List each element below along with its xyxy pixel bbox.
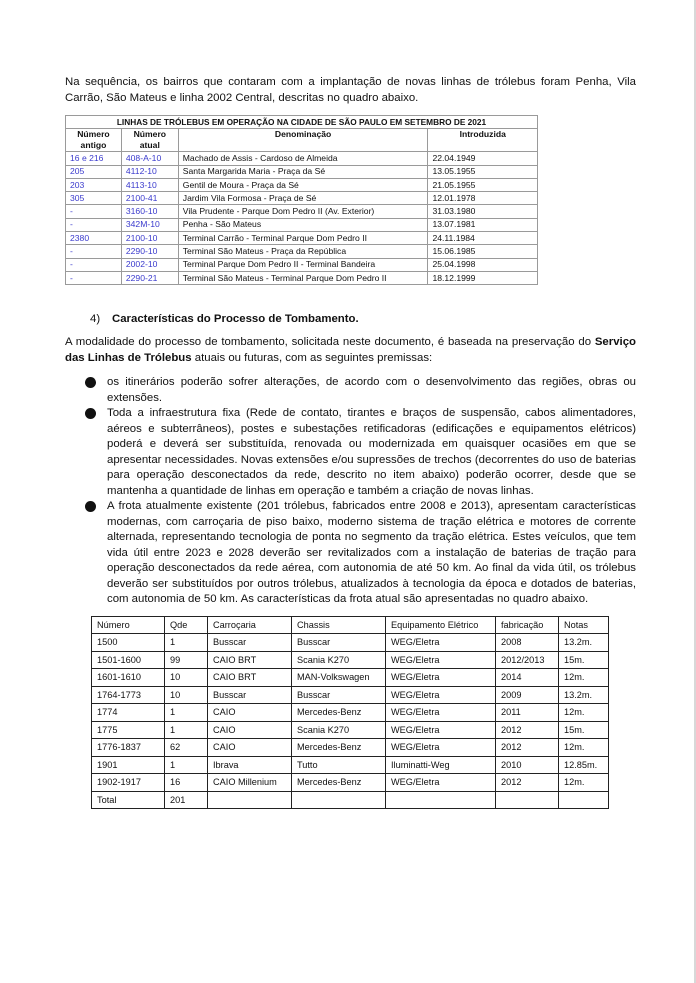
introduced-cell: 13.07.1981	[428, 218, 538, 231]
table-row	[66, 232, 538, 245]
fleet-cell: Scania K270	[292, 651, 386, 669]
fleet-cell: Iluminatti-Weg	[386, 756, 496, 774]
fleet-cell: 1	[165, 756, 208, 774]
table-row	[92, 651, 609, 669]
fleet-cell: 1764-1773	[92, 686, 165, 704]
list-item	[65, 375, 636, 406]
name-cell: Penha - São Mateus	[178, 218, 428, 231]
modalidade-paragraph	[65, 334, 636, 366]
fleet-cell: Busscar	[292, 634, 386, 652]
table-row	[92, 756, 609, 774]
current-number-cell: 4113-10	[121, 178, 178, 191]
fleet-cell: 12m.	[559, 704, 609, 722]
fleet-cell: WEG/Eletra	[386, 669, 496, 687]
fleet-cell: Tutto	[292, 756, 386, 774]
table-row	[66, 218, 538, 231]
fleet-cell: 1776-1837	[92, 739, 165, 757]
fleet-cell: 1500	[92, 634, 165, 652]
current-number-cell: 4112-10	[121, 165, 178, 178]
fleet-header-cell: fabricação	[496, 616, 559, 634]
fleet-cell: WEG/Eletra	[386, 721, 496, 739]
document-page	[65, 74, 636, 809]
fleet-cell	[386, 791, 496, 809]
fleet-cell: CAIO	[208, 721, 292, 739]
fleet-header-cell: Notas	[559, 616, 609, 634]
trolleybus-lines-table	[65, 115, 538, 285]
fleet-cell: CAIO BRT	[208, 651, 292, 669]
table-row	[66, 258, 538, 271]
fleet-cell: Busscar	[292, 686, 386, 704]
old-number-cell: -	[66, 258, 122, 271]
fleet-header-cell: Carroçaria	[208, 616, 292, 634]
fleet-cell: 2010	[496, 756, 559, 774]
fleet-cell: CAIO	[208, 739, 292, 757]
header-name: Denominação	[178, 129, 428, 152]
name-cell: Terminal São Mateus - Praça da República	[178, 245, 428, 258]
table-row	[66, 178, 538, 191]
fleet-cell: Scania K270	[292, 721, 386, 739]
fleet-header-cell: Qde	[165, 616, 208, 634]
fleet-cell: WEG/Eletra	[386, 774, 496, 792]
header-current-number: Número atual	[121, 129, 178, 152]
list-item	[65, 499, 636, 608]
table-row	[66, 152, 538, 165]
fleet-header-cell: Número	[92, 616, 165, 634]
fleet-cell	[208, 791, 292, 809]
fleet-cell: 16	[165, 774, 208, 792]
old-number-cell: 16 e 216	[66, 152, 122, 165]
bullet-text: os itinerários poderão sofrer alterações, de acordo com o desenvolvimento das regiões, obras ou extensões.	[107, 376, 636, 404]
table-row	[66, 245, 538, 258]
premises-list	[65, 375, 636, 608]
section-title: Características do Processo de Tombamento.	[112, 313, 359, 326]
old-number-cell: 305	[66, 192, 122, 205]
fleet-cell: 12m.	[559, 669, 609, 687]
fleet-table-body	[92, 616, 609, 809]
modalidade-bold: Serviço das Linhas de Trólebus	[65, 336, 636, 365]
fleet-cell: Mercedes-Benz	[292, 739, 386, 757]
name-cell: Terminal Carrão - Terminal Parque Dom Pedro II	[178, 232, 428, 245]
modalidade-text-2: atuais ou futuras, com as seguintes premissas:	[191, 352, 433, 365]
name-cell: Terminal Parque Dom Pedro II - Terminal Bandeira	[178, 258, 428, 271]
fleet-cell: 2012	[496, 774, 559, 792]
introduced-cell: 13.05.1955	[428, 165, 538, 178]
fleet-cell: WEG/Eletra	[386, 686, 496, 704]
fleet-cell: 2012/2013	[496, 651, 559, 669]
fleet-cell: 1902-1917	[92, 774, 165, 792]
old-number-cell: 205	[66, 165, 122, 178]
fleet-cell: 12m.	[559, 774, 609, 792]
bullet-icon	[85, 377, 96, 388]
name-cell: Vila Prudente - Parque Dom Pedro II (Av. Exterior)	[178, 205, 428, 218]
fleet-cell: 2012	[496, 739, 559, 757]
introduced-cell: 24.11.1984	[428, 232, 538, 245]
introduced-cell: 22.04.1949	[428, 152, 538, 165]
old-number-cell: 2380	[66, 232, 122, 245]
table-row	[66, 192, 538, 205]
list-item	[65, 406, 636, 499]
fleet-cell: 1	[165, 704, 208, 722]
fleet-cell: 1501-1600	[92, 651, 165, 669]
modalidade-text-1: A modalidade do processo de tombamento, solicitada neste documento, é baseada na preservação do	[65, 336, 595, 349]
current-number-cell: 2100-41	[121, 192, 178, 205]
fleet-cell: 2011	[496, 704, 559, 722]
introduced-cell: 12.01.1978	[428, 192, 538, 205]
fleet-cell: 12m.	[559, 739, 609, 757]
fleet-cell: MAN-Volkswagen	[292, 669, 386, 687]
old-number-cell: -	[66, 271, 122, 284]
bullet-icon	[85, 408, 96, 419]
fleet-cell: CAIO Millenium	[208, 774, 292, 792]
fleet-cell: CAIO BRT	[208, 669, 292, 687]
fleet-cell: 99	[165, 651, 208, 669]
introduced-cell: 25.04.1998	[428, 258, 538, 271]
introduced-cell: 15.06.1985	[428, 245, 538, 258]
lines-table-caption: LINHAS DE TRÓLEBUS EM OPERAÇÃO NA CIDADE DE SÃO PAULO EM SETEMBRO DE 2021	[66, 116, 538, 129]
fleet-cell: Mercedes-Benz	[292, 704, 386, 722]
fleet-cell: WEG/Eletra	[386, 634, 496, 652]
table-row	[66, 271, 538, 284]
name-cell: Gentil de Moura - Praça da Sé	[178, 178, 428, 191]
fleet-cell: Total	[92, 791, 165, 809]
fleet-cell: 1775	[92, 721, 165, 739]
fleet-cell: 10	[165, 669, 208, 687]
fleet-cell: 15m.	[559, 721, 609, 739]
fleet-cell: CAIO	[208, 704, 292, 722]
fleet-cell: 2009	[496, 686, 559, 704]
fleet-cell: 201	[165, 791, 208, 809]
introduced-cell: 21.05.1955	[428, 178, 538, 191]
old-number-cell: -	[66, 245, 122, 258]
fleet-cell: 15m.	[559, 651, 609, 669]
fleet-cell: 2012	[496, 721, 559, 739]
old-number-cell: -	[66, 218, 122, 231]
fleet-cell: WEG/Eletra	[386, 704, 496, 722]
fleet-cell: WEG/Eletra	[386, 651, 496, 669]
old-number-cell: 203	[66, 178, 122, 191]
introduced-cell: 31.03.1980	[428, 205, 538, 218]
current-number-cell: 408-A-10	[121, 152, 178, 165]
name-cell: Terminal São Mateus - Terminal Parque Dom Pedro II	[178, 271, 428, 284]
section-4-heading	[65, 311, 636, 327]
fleet-cell: 1901	[92, 756, 165, 774]
fleet-cell: Busscar	[208, 634, 292, 652]
name-cell: Jardim Vila Formosa - Praça de Sé	[178, 192, 428, 205]
table-row	[92, 704, 609, 722]
lines-table-body	[66, 152, 538, 285]
bullet-icon	[85, 501, 96, 512]
fleet-cell: 13.2m.	[559, 634, 609, 652]
fleet-cell: 1	[165, 634, 208, 652]
fleet-cell: 2008	[496, 634, 559, 652]
old-number-cell: -	[66, 205, 122, 218]
fleet-cell: Mercedes-Benz	[292, 774, 386, 792]
fleet-cell: 1601-1610	[92, 669, 165, 687]
name-cell: Machado de Assis - Cardoso de Almeida	[178, 152, 428, 165]
fleet-cell: 62	[165, 739, 208, 757]
fleet-cell	[292, 791, 386, 809]
current-number-cell: 2100-10	[121, 232, 178, 245]
table-row	[66, 205, 538, 218]
header-old-number: Número antigo	[66, 129, 122, 152]
current-number-cell: 342M-10	[121, 218, 178, 231]
table-row	[92, 721, 609, 739]
fleet-cell: 1	[165, 721, 208, 739]
table-row	[92, 634, 609, 652]
fleet-cell: Busscar	[208, 686, 292, 704]
table-row	[92, 669, 609, 687]
fleet-cell	[559, 791, 609, 809]
intro-paragraph: Na sequência, os bairros que contaram com a implantação de novas linhas de trólebus foram Penha, Vila Carrão, São Mateus e linha 2002 Central, descritas no quadro abaixo.	[65, 76, 636, 104]
table-row	[92, 774, 609, 792]
table-row	[92, 791, 609, 809]
current-number-cell: 2290-10	[121, 245, 178, 258]
fleet-cell: 2014	[496, 669, 559, 687]
name-cell: Santa Margarida Maria - Praça da Sé	[178, 165, 428, 178]
bullet-text: A frota atualmente existente (201 trólebus, fabricados entre 2008 e 2013), apresentam características modernas, com carroçaria de piso baixo, moderno sistema de tração elétrica e motores de corrente alternada, representando tecnologia de ponta no segmento da tração elétrica. Estes veículos, que tem vida útil entre 2023 e 2028 deverão ser revitalizados com a instalação de baterias de tração para operação desconectados da rede aérea, com autonomia de até 50 km. Ao final da vida útil, os trólebus deverão ser substituídos por outros trólebus, atualizados à tecnologia da época e dotados de baterias, com autonomia de 50 km. As características da frota atual são apresentadas no quadro abaixo.	[107, 500, 636, 606]
fleet-header-row	[92, 616, 609, 634]
table-row	[92, 739, 609, 757]
fleet-cell: 12.85m.	[559, 756, 609, 774]
introduced-cell: 18.12.1999	[428, 271, 538, 284]
fleet-cell: 1774	[92, 704, 165, 722]
fleet-cell: 10	[165, 686, 208, 704]
current-number-cell: 2290-21	[121, 271, 178, 284]
bullet-text: Toda a infraestrutura fixa (Rede de contato, tirantes e braços de suspensão, cabos alimentadores, aéreos e subterrâneos), postes e subestações retificadoras (edificações e equipamentos elétricos) poderá e deverá ser substituída, renovada ou modernizada em quaisquer ocasiões em que se apresentar necessidades. Novas extensões e/ou supressões de trechos (decorrentes do uso de baterias para operação desconectados da rede, descrito no item abaixo) poderão ocorrer, desde que se mantenha a quantidade de linhas em operação e também a criação de novas linhas.	[107, 407, 636, 497]
fleet-table	[91, 616, 609, 810]
fleet-cell: Ibrava	[208, 756, 292, 774]
current-number-cell: 2002-10	[121, 258, 178, 271]
table-row	[92, 686, 609, 704]
fleet-cell: WEG/Eletra	[386, 739, 496, 757]
fleet-cell	[496, 791, 559, 809]
section-number: 4)	[90, 313, 101, 326]
fleet-header-cell: Chassis	[292, 616, 386, 634]
current-number-cell: 3160-10	[121, 205, 178, 218]
fleet-header-cell: Equipamento Elétrico	[386, 616, 496, 634]
fleet-cell: 13.2m.	[559, 686, 609, 704]
header-introduced: Introduzida	[428, 129, 538, 152]
table-row	[66, 165, 538, 178]
